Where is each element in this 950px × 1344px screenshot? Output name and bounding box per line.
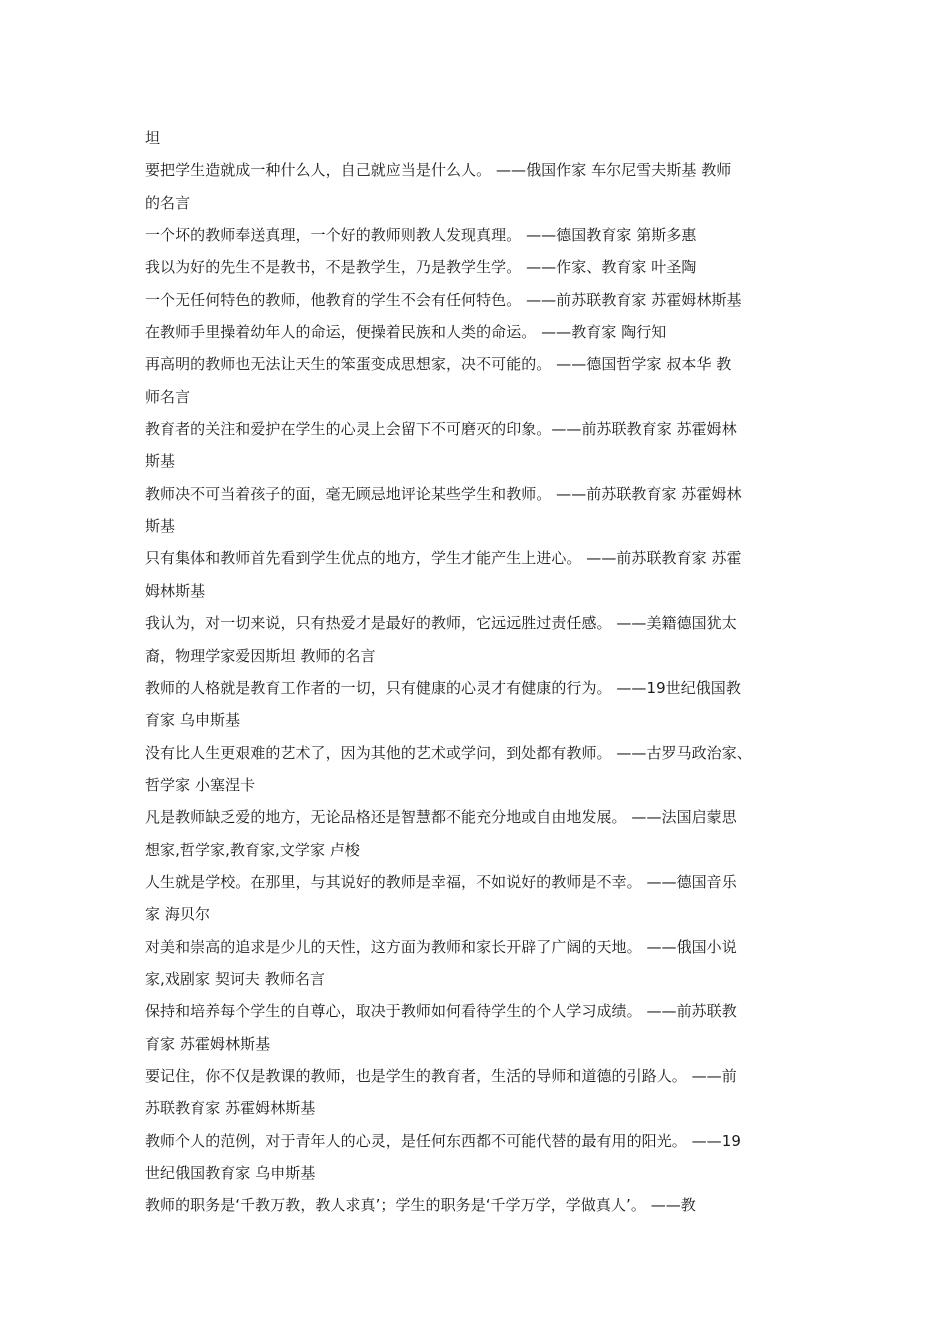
quote-text-block [145,122,810,1222]
text-line: 育家 苏霍姆林斯基 [145,1034,271,1053]
text-line: 苏联教育家 苏霍姆林斯基 [145,1099,316,1118]
text-line: 没有比人生更艰难的艺术了，因为其他的艺术或学问，到处都有教师。 ——古罗马政治家、 [145,743,752,762]
text-line: 家,戏剧家 契诃夫 教师名言 [145,969,326,988]
text-line: 教师个人的范例，对于青年人的心灵，是任何东西都不可能代替的最有用的阳光。 ——19 [145,1131,741,1150]
text-line: 只有集体和教师首先看到学生优点的地方，学生才能产生上进心。 ——前苏联教育家 苏霍 [145,549,742,568]
text-line: 人生就是学校。在那里，与其说好的教师是幸福，不如说好的教师是不幸。 ——德国音乐 [145,872,737,891]
text-line: 教育者的关注和爱护在学生的心灵上会留下不可磨灭的印象。——前苏联教育家 苏霍姆林 [145,420,737,439]
text-line: 凡是教师缺乏爱的地方，无论品格还是智慧都不能充分地或自由地发展。 ——法国启蒙思 [145,808,737,827]
text-line: 想家,哲学家,教育家,文学家 卢梭 [145,840,360,859]
text-line: 世纪俄国教育家 乌申斯基 [145,1164,316,1182]
text-line: 教师的职务是‘千教万教，教人求真’；学生的职务是‘千学万学，学做真人’。 ——教 [145,1196,696,1215]
text-line: 要把学生造就成一种什么人，自己就应当是什么人。 ——俄国作家 车尔尼雪夫斯基 教师 [145,161,732,180]
text-line: 斯基 [145,452,176,471]
text-line: 保持和培养每个学生的自尊心，取决于教师如何看待学生的个人学习成绩。 ——前苏联教 [145,1002,737,1021]
text-line: 一个坏的教师奉送真理，一个好的教师则教人发现真理。 ——德国教育家 第斯多惠 [145,226,697,245]
text-line: 再高明的教师也无法让天生的笨蛋变成思想家，决不可能的。 ——德国哲学家 叔本华 教 [145,355,732,374]
text-line: 哲学家 小塞涅卡 [145,775,256,794]
text-line: 教师的人格就是教育工作者的一切，只有健康的心灵才有健康的行为。 ——19世纪俄国教 [145,678,741,697]
text-line: 我以为好的先生不是教书，不是教学生，乃是教学生学。 ——作家、教育家 叶圣陶 [145,258,697,277]
text-line: 在教师手里操着幼年人的命运，便操着民族和人类的命运。 ——教育家 陶行知 [145,323,667,342]
text-line: 姆林斯基 [145,581,206,600]
text-line: 裔，物理学家爱因斯坦 教师的名言 [145,646,376,665]
text-line: 育家 乌申斯基 [145,711,241,730]
text-line: 坦 [145,129,161,147]
text-line: 教师决不可当着孩子的面，毫无顾忌地评论某些学生和教师。 ——前苏联教育家 苏霍姆林 [145,484,742,503]
text-line: 师名言 [145,387,191,406]
text-line: 对美和崇高的追求是少儿的天性，这方面为教师和家长开辟了广阔的天地。 ——俄国小说 [145,937,737,956]
text-line: 我认为，对一切来说，只有热爱才是最好的教师，它远远胜过责任感。 ——美籍德国犹太 [145,614,737,633]
text-line: 一个无任何特色的教师，他教育的学生不会有任何特色。 ——前苏联教育家 苏霍姆林斯基 [145,290,742,309]
text-line: 的名言 [145,193,191,212]
text-line: 斯基 [145,517,176,536]
text-line: 要记住，你不仅是教课的教师，也是学生的教育者，生活的导师和道德的引路人。 ——前 [145,1066,737,1085]
text-line: 家 海贝尔 [145,905,211,924]
